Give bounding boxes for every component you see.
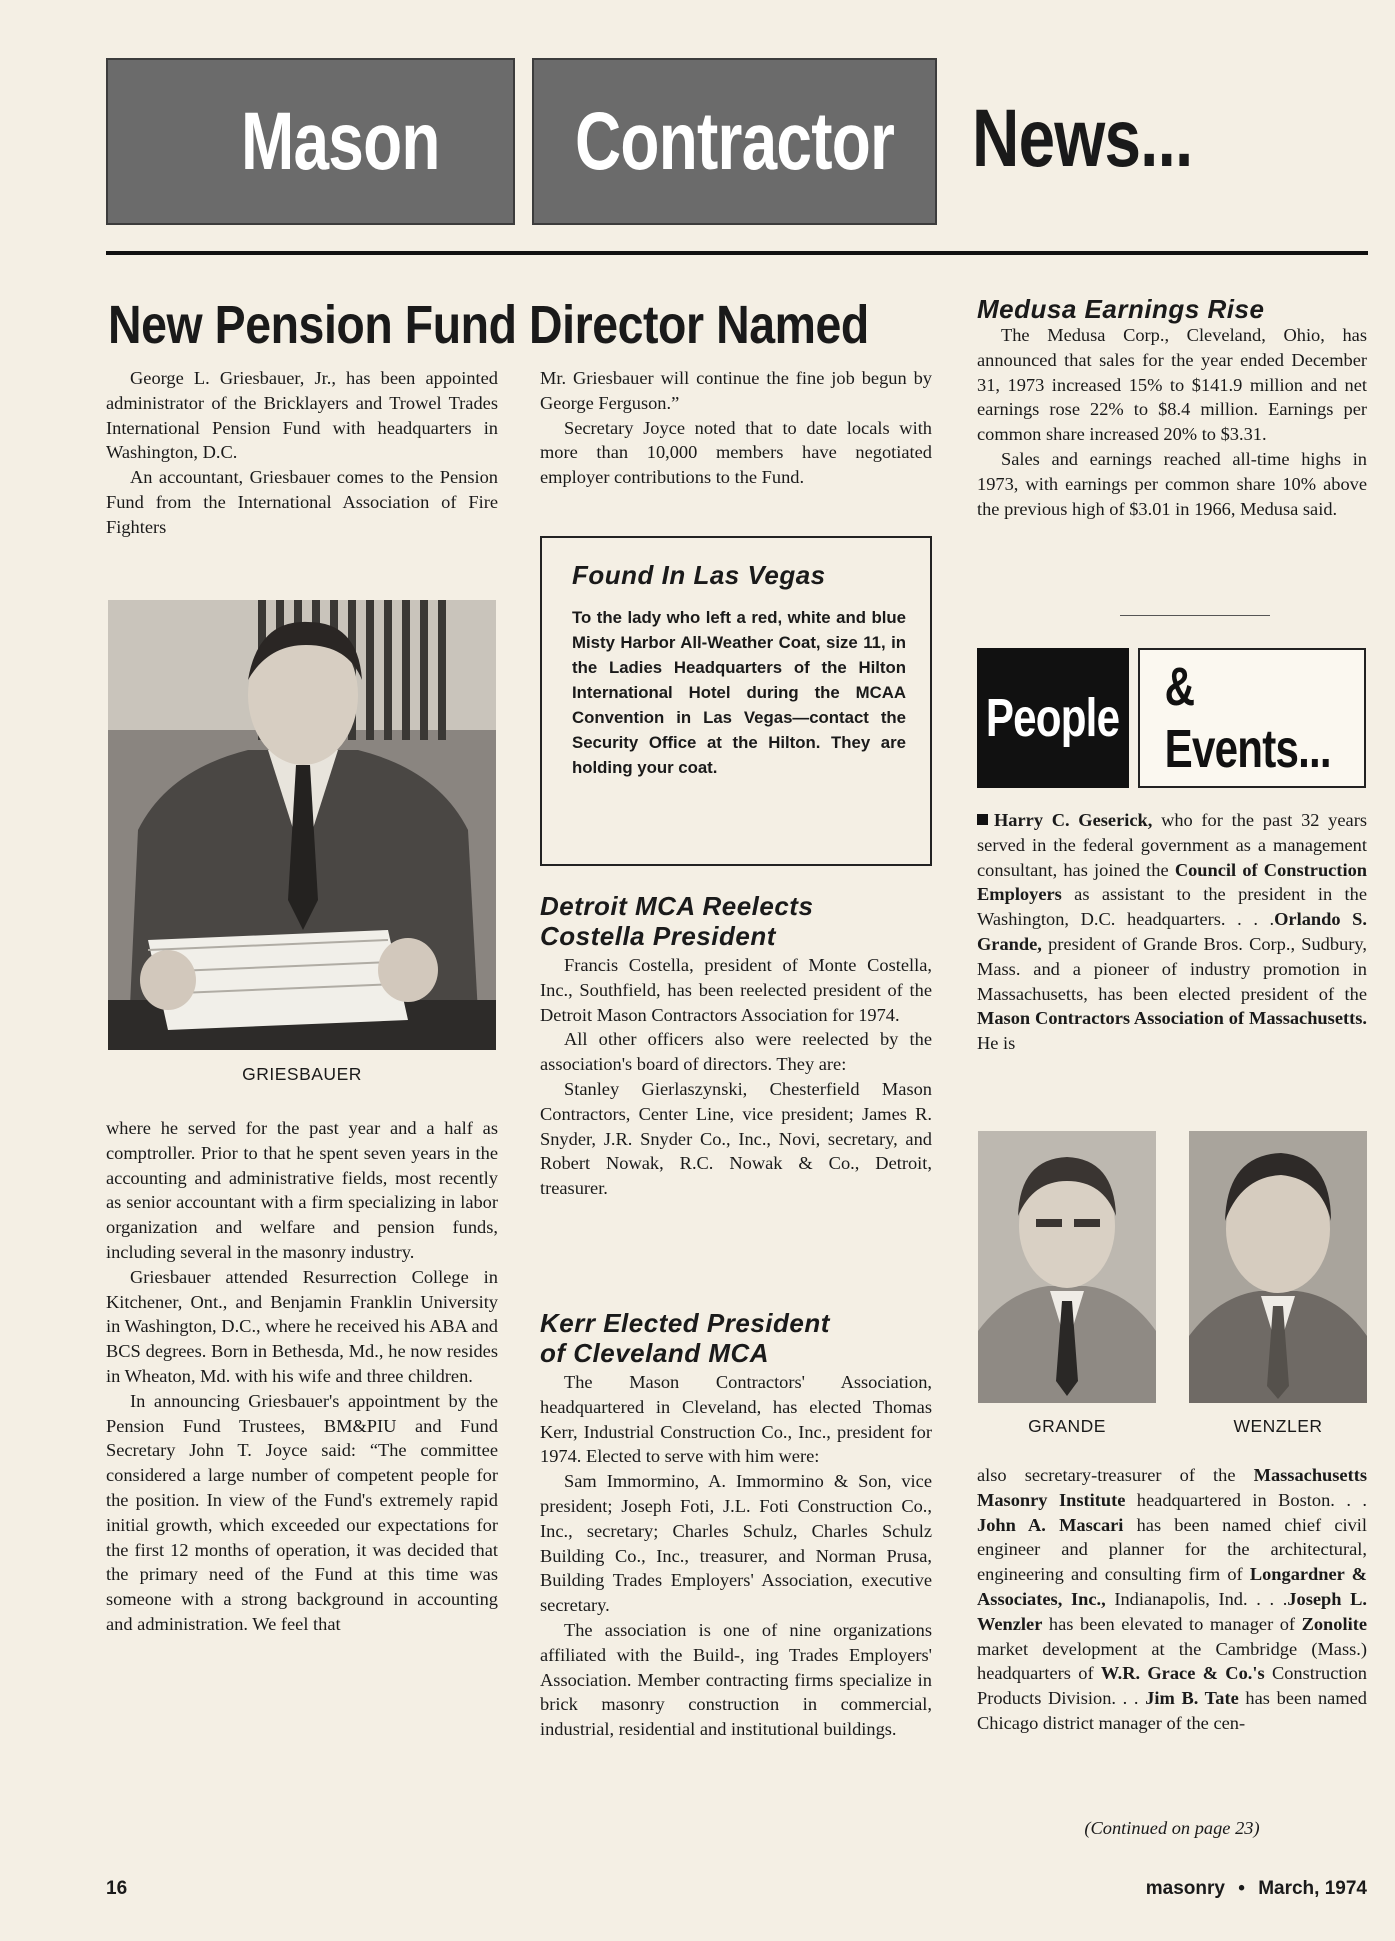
person-name: Harry C. Geserick, xyxy=(994,810,1153,830)
person-name: Orlando S. Grande, xyxy=(977,909,1367,954)
paragraph: In announcing Griesbauer's appointment by the Pension Fund Trustees, BM&PIU and Fund Secretary John T. Joyce said: “The committee considered a large number of competent people for the position. In view of the Fund's extremely rapid initial growth, which exceeded our expectations for the first 12 months of operation, it was decided that the primary need of the Fund at this time was someone with a strong background in accounting and administration. We feel that xyxy=(106,1390,498,1634)
text-span: who for the past 32 years served in the federal government as a management consultant, has joined the xyxy=(977,810,1367,880)
grande-caption: GRANDE xyxy=(1028,1416,1106,1436)
org-name: Zonolite xyxy=(1301,1613,1367,1634)
detroit-headline-line2: Costella President xyxy=(540,921,776,951)
text-span: also secretary-treasurer of the xyxy=(977,1465,1254,1485)
footer-publication-line xyxy=(1075,1878,1367,1900)
paragraph: Francis Costella, president of Monte Costella, Inc., Southfield, has been reelected president of the Detroit Mason Contractors Association for 1974. xyxy=(540,955,932,1025)
banner-contractor-box xyxy=(532,58,937,225)
paragraph: Sam Immormino, A. Immormino & Son, vice president; Joseph Foti, J.L. Foti Construction Co., Inc., secretary; Charles Schulz, Charles Schulz Building Co., Inc., treasurer, and Norman Prusa, Building Trades Employers' Association, executive secretary. xyxy=(540,1471,932,1616)
text-span: has been named chief civil engineer and planner for the architectural, engineering and consulting firm of xyxy=(977,1514,1367,1585)
found-box-body: To the lady who left a red, white and blue Misty Harbor All-Weather Coat, size 11, in the Ladies Headquarters of the Hilton International Hotel during the MCAA Convention in Las Vegas—contact the Security Office at the Hilton. They are holding your coat. xyxy=(572,608,906,777)
page-title: New Pension Fund Director Named xyxy=(108,295,869,355)
org-name: Mason Contractors Association of Massachusetts. xyxy=(977,1008,1367,1029)
banner-word-mason: Mason xyxy=(241,95,440,187)
text-span: as assistant to the president in the Washington, D.C. headquarters. . . . xyxy=(977,884,1367,930)
footer-date: March, 1974 xyxy=(1258,1878,1367,1899)
main-article-col2-top xyxy=(540,366,932,526)
text-span: Indianapolis, Ind. . . . xyxy=(1105,1588,1288,1609)
footer-bullet: • xyxy=(1238,1878,1245,1899)
paragraph: Mr. Griesbauer will continue the fine job begun by George Ferguson.” xyxy=(540,368,932,413)
org-name: Council of Construction Employers xyxy=(977,859,1367,905)
text-span: has been named Chicago district manager of the cen- xyxy=(977,1688,1367,1733)
main-article-col1-top xyxy=(106,366,498,566)
detroit-headline xyxy=(540,891,932,951)
text-span: He is xyxy=(977,1033,1016,1054)
org-name: Massachusetts Masonry Institute xyxy=(977,1465,1367,1510)
paragraph: An accountant, Griesbauer comes to the Pension Fund from the International Association of Fire Fighters xyxy=(106,467,498,537)
wenzler-portrait-illustration xyxy=(1189,1131,1367,1403)
medusa-article-body xyxy=(977,323,1367,605)
square-bullet-icon xyxy=(977,814,988,825)
main-article-col1-bottom xyxy=(106,1116,498,1846)
events-heading-word: & Events... xyxy=(1164,657,1331,779)
footer-publication: masonry xyxy=(1145,1878,1225,1899)
paragraph: The Medusa Corp., Cleveland, Ohio, has announced that sales for the year ended December 31, 1973 increased 15% to $141.9 million and net earnings rose 22% to $8.4 million. Earnings per common share increased 20% to $3.31. xyxy=(977,325,1367,445)
text-span: has been elevated to manager of xyxy=(1042,1613,1302,1634)
paragraph: Stanley Gierlaszynski, Chesterfield Mason Contractors, Center Line, vice president; James R. Snyder, J.R. Snyder Co., Inc., Novi, secretary, and Robert Nowak, R.C. Nowak & Co., Detroit, treasurer. xyxy=(540,1078,932,1199)
kerr-headline-line2: of Cleveland MCA xyxy=(540,1338,770,1368)
org-name: W.R. Grace & Co.'s xyxy=(1100,1663,1265,1684)
portrait-illustration xyxy=(108,600,496,1050)
paragraph: Griesbauer attended Resurrection College in Kitchener, Ont., and Benjamin Franklin University in Washington, D.C., where he received his ABA and BCS degrees. Born in Bethesda, Md., he now resides in Wheaton, Md. with his wife and three children. xyxy=(106,1266,498,1386)
person-name: Joseph L. Wenzler xyxy=(977,1588,1367,1634)
wenzler-caption: WENZLER xyxy=(1233,1416,1323,1436)
text-span: Construction Products Division. . . xyxy=(977,1663,1367,1709)
people-heading-box xyxy=(977,648,1129,788)
kerr-headline-line1: Kerr Elected President xyxy=(540,1308,830,1338)
grande-photo xyxy=(978,1131,1156,1403)
wenzler-photo xyxy=(1189,1131,1367,1403)
griesbauer-photo xyxy=(108,600,496,1050)
person-name: John A. Mascari xyxy=(977,1514,1124,1535)
person-name: Jim B. Tate xyxy=(1145,1688,1239,1709)
banner-mason-box xyxy=(106,58,515,225)
paragraph xyxy=(977,1463,1367,1736)
page-number: 16 xyxy=(106,1878,128,1899)
paragraph: All other officers also were reelected by the association's board of directors. They are: xyxy=(540,1029,932,1075)
detroit-article-body xyxy=(540,953,932,1285)
text-span: headquartered in Boston. . . xyxy=(1125,1489,1367,1510)
paragraph: where he served for the past year and a half as comptroller. Prior to that he spent seven years in the accounting and administrative fields, most recently as senior accountant with a firm specializing in labor organization and welfare and pension funds, including several in the masonry industry. xyxy=(106,1118,498,1262)
text-span: market development at the Cambridge (Mass.) headquarters of xyxy=(977,1638,1367,1684)
found-box-title: Found In Las Vegas xyxy=(572,560,826,590)
events-heading-box xyxy=(1138,648,1366,788)
kerr-headline xyxy=(540,1308,932,1368)
detroit-headline-line1: Detroit MCA Reelects xyxy=(540,891,814,921)
banner-word-news: News... xyxy=(972,93,1193,184)
people-heading-word: People xyxy=(986,688,1120,748)
text-span: president of Grande Bros. Corp., Sudbury, Mass. and a pioneer of industry promotion in Massachusetts, has been elected president of the xyxy=(977,933,1367,1004)
people-events-body-top xyxy=(977,808,1367,1108)
org-name: Longardner & Associates, Inc., xyxy=(977,1564,1367,1609)
paragraph: Secretary Joyce noted that to date locals with more than 10,000 members have negotiated employer contributions to the Fund. xyxy=(540,417,932,488)
header-rule xyxy=(106,251,1368,255)
found-in-las-vegas-box xyxy=(540,536,932,866)
continued-note: (Continued on page 23) xyxy=(1084,1818,1260,1838)
medusa-headline: Medusa Earnings Rise xyxy=(977,294,1265,324)
paragraph: George L. Griesbauer, Jr., has been appointed administrator of the Bricklayers and Trowel Trades International Pension Fund with headquarters in Washington, D.C. xyxy=(106,368,498,463)
paragraph: The Mason Contractors' Association, headquartered in Cleveland, has elected Thomas Kerr, Industrial Construction Co., Inc., president for 1974. Elected to serve with him were: xyxy=(540,1372,932,1467)
paragraph xyxy=(977,808,1367,1056)
paragraph: Sales and earnings reached all-time highs in 1973, with earnings per common share 10% above the previous high of $3.01 in 1966, Medusa said. xyxy=(977,448,1367,519)
people-events-body-bottom xyxy=(977,1463,1367,1805)
griesbauer-caption: GRIESBAUER xyxy=(242,1064,362,1084)
grande-portrait-illustration xyxy=(978,1131,1156,1403)
paragraph: The association is one of nine organizations affiliated with the Build-, ing Trades Employers' Association. Member contracting firms specialize in brick masonry construction in commercial, industrial, residential and institutional buildings. xyxy=(540,1619,932,1740)
kerr-article-body xyxy=(540,1370,932,1850)
banner-word-contractor: Contractor xyxy=(574,95,895,187)
medusa-end-rule xyxy=(1120,615,1270,616)
